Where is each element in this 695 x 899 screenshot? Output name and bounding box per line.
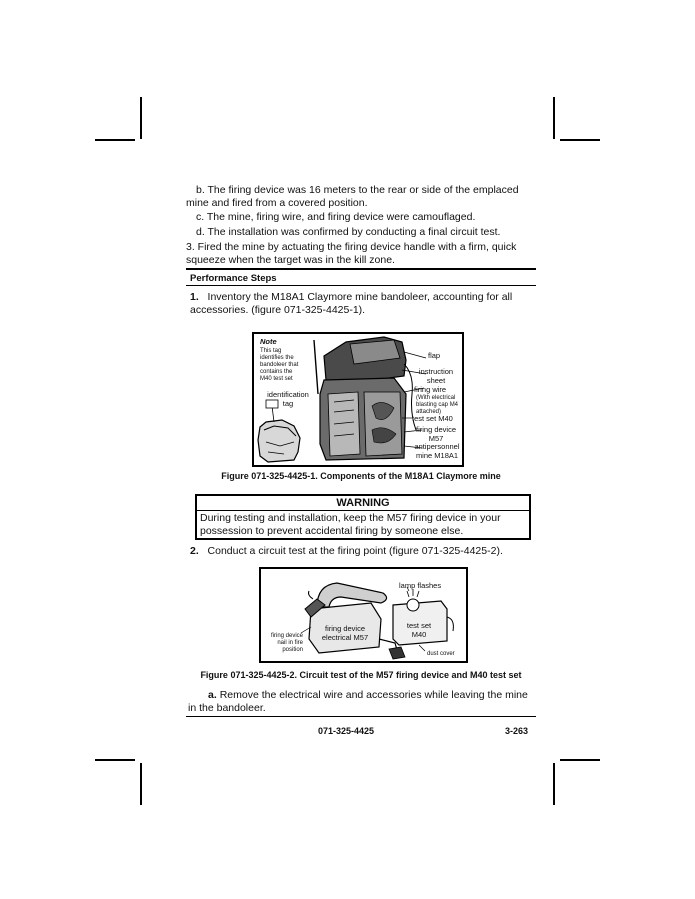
crop-mark xyxy=(140,763,142,805)
fig2-label-lamp-flashes: lamp flashes xyxy=(399,581,442,590)
fig2-label-nail: firing device nail in fire position xyxy=(270,633,303,653)
fig1-label-test-set: test set M40 xyxy=(412,414,453,423)
footer-doc-number: 071-325-4425 xyxy=(318,726,375,736)
step-1-number: 1. xyxy=(190,291,199,303)
fig2-label-firing-device: firing device electrical M57 xyxy=(321,624,369,642)
crop-mark xyxy=(95,759,135,761)
section-header: Performance Steps xyxy=(190,273,277,284)
step-2a xyxy=(188,689,536,715)
step-1 xyxy=(190,291,535,317)
crop-mark xyxy=(553,97,555,139)
warning-title: WARNING xyxy=(197,496,529,511)
paragraph-c: c. The mine, firing wire, and firing device were camouflaged. xyxy=(196,211,476,223)
paragraph-d: d. The installation was confirmed by conducting a final circuit test. xyxy=(196,226,501,238)
step-2 xyxy=(190,545,535,558)
crop-mark xyxy=(95,139,135,141)
fig1-label-identification-tag: identification tag xyxy=(267,390,309,408)
small-bag xyxy=(258,400,300,462)
section-rule-top xyxy=(186,268,536,270)
fig1-label-firing-wire: firing wire xyxy=(414,385,447,394)
firing-device-handle xyxy=(317,583,387,607)
footer-page-number: 3-263 xyxy=(505,726,529,736)
warning-box xyxy=(195,494,531,540)
fig2-label-dust-cover: dust cover xyxy=(427,651,455,657)
warning-text: During testing and installation, keep the M57 firing device in your possession to prevent accidental firing by someone else. xyxy=(200,512,501,537)
step-2-number: 2. xyxy=(190,545,199,557)
step-2-text: Conduct a circuit test at the firing point (figure 071-325-4425-2). xyxy=(207,545,503,557)
figure-1-caption: Figure 071-325-4425-1. Components of the M18A1 Claymore mine xyxy=(221,471,501,481)
fig1-label-firing-wire-note: (With electrical blasting cap M4 attached) xyxy=(416,395,459,415)
figure-2-caption: Figure 071-325-4425-2. Circuit test of the M57 firing device and M40 test set xyxy=(200,670,522,680)
fig1-label-mine: antipersonnel mine M18A1 xyxy=(414,442,460,460)
step-1-text: Inventory the M18A1 Claymore mine bandoleer, accounting for all accessories. (figure 071-325-4425-1). xyxy=(190,291,513,316)
fig1-label-firing-device: firing device M57 xyxy=(415,425,457,443)
figure-1-frame xyxy=(252,332,464,467)
crop-mark xyxy=(560,139,600,141)
section-rule-bottom xyxy=(186,285,536,286)
paragraph-b: b. The firing device was 16 meters to the rear or side of the emplaced mine and fired from a covered position. xyxy=(186,184,519,209)
fig1-label-flap: flap xyxy=(428,351,441,360)
paragraph-3: 3. Fired the mine by actuating the firing device handle with a firm, quick squeeze when the target was in the kill zone. xyxy=(186,241,517,266)
crop-mark xyxy=(553,763,555,805)
fig1-label-instruction-sheet: instruction sheet xyxy=(418,367,454,385)
figure-2-frame xyxy=(259,567,468,663)
fig1-note-title: Note xyxy=(260,337,277,346)
crop-mark xyxy=(560,759,600,761)
step-2a-letter: a. xyxy=(208,689,217,701)
fig2-label-test-set: test set M40 xyxy=(406,621,432,639)
step-2a-text: Remove the electrical wire and accessories while leaving the mine in the bandoleer. xyxy=(188,689,528,714)
large-bandoleer xyxy=(314,337,416,460)
footer-rule xyxy=(186,716,536,717)
crop-mark xyxy=(140,97,142,139)
fig1-note-text: This tag identifies the bandoleer that contains the M40 test set xyxy=(260,348,299,382)
